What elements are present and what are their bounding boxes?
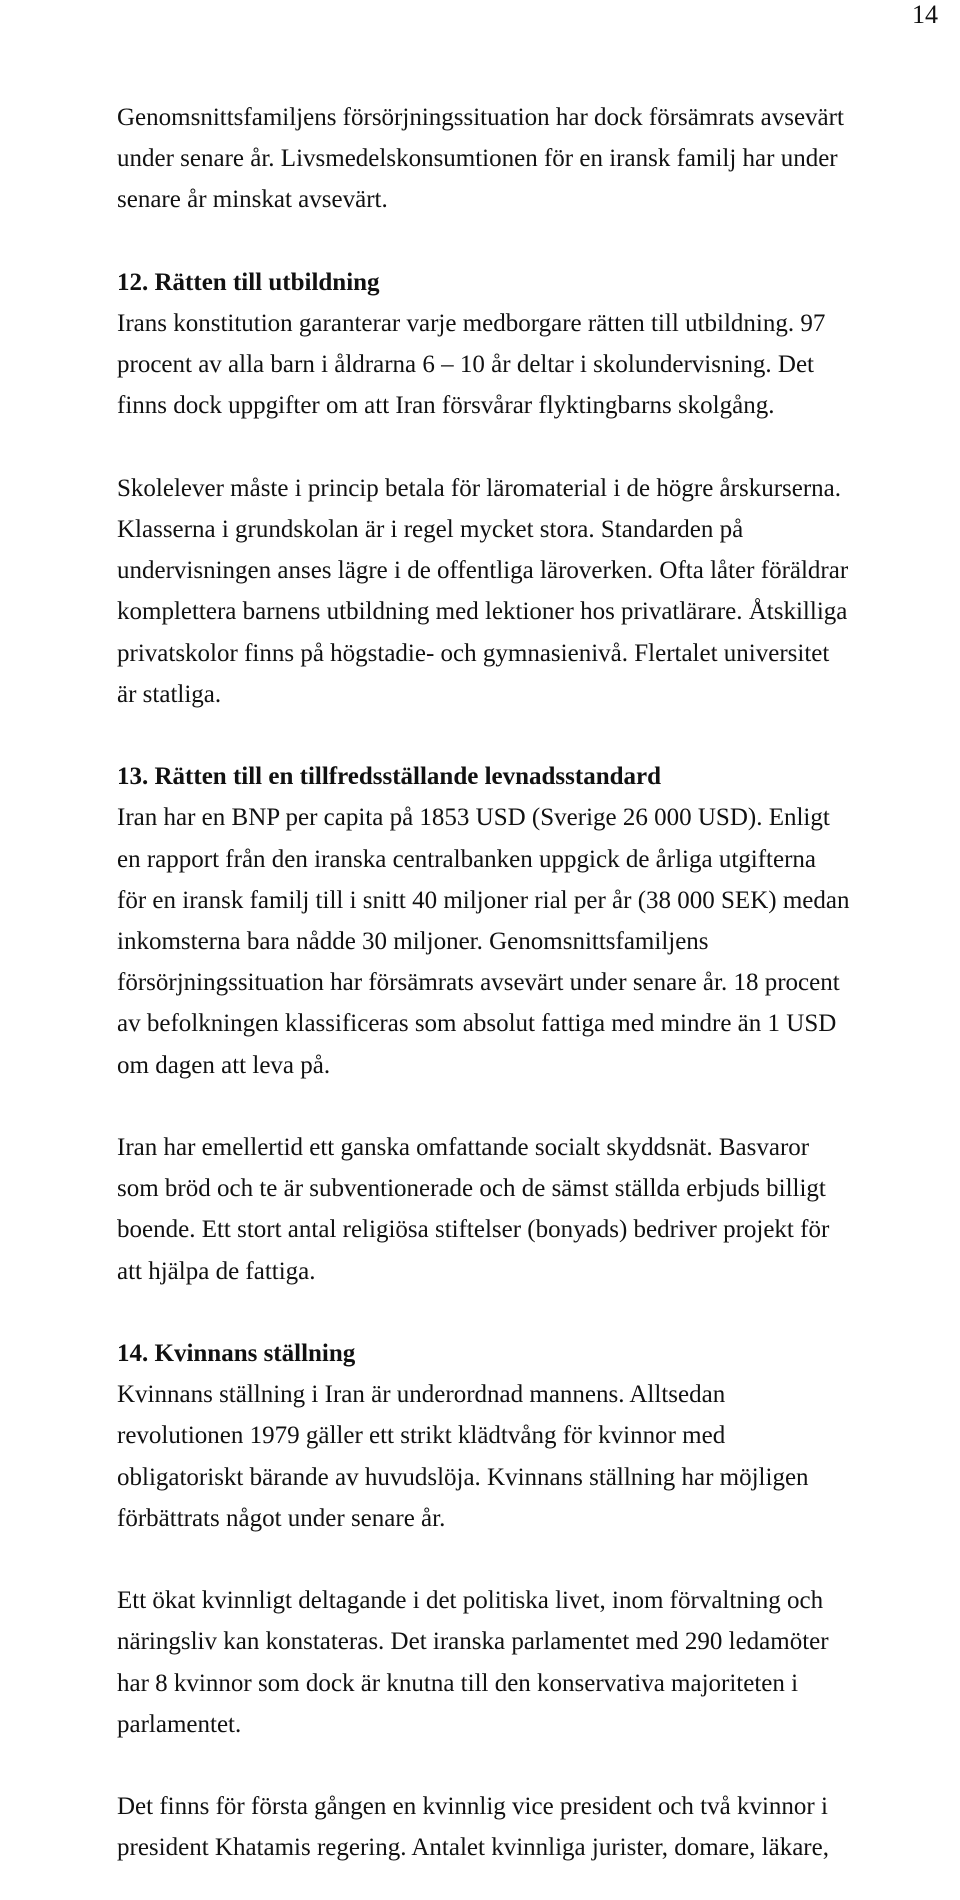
section-utbildning bbox=[117, 262, 947, 427]
text-line: revolutionen 1979 gäller ett strikt klädtvång för kvinnor med bbox=[117, 1422, 726, 1450]
text-line: komplettera barnens utbildning med lektioner hos privatlärare. Åtskilliga bbox=[117, 598, 848, 626]
text-line: boende. Ett stort antal religiösa stiftelser (bonyads) bedriver projekt för bbox=[117, 1216, 830, 1244]
text-line: senare år minskat avsevärt. bbox=[117, 186, 388, 214]
text-line: inkomsterna bara nådde 30 miljoner. Genomsnittsfamiljens bbox=[117, 928, 709, 956]
text-line: är statliga. bbox=[117, 680, 222, 708]
text-line: Skolelever måste i princip betala för läromaterial i de högre årskurserna. bbox=[117, 474, 842, 502]
paragraph-deltagande bbox=[117, 1580, 947, 1745]
text-line: under senare år. Livsmedelskonsumtionen för en iransk familj har under bbox=[117, 145, 838, 173]
section-heading: 13. Rätten till en tillfredsställande levnadsstandard bbox=[117, 763, 662, 791]
text-line: Det finns för första gången en kvinnlig vice president och två kvinnor i bbox=[117, 1793, 828, 1821]
text-line: finns dock uppgifter om att Iran försvårar flyktingbarns skolgång. bbox=[117, 392, 775, 420]
page-number: 14 bbox=[912, 0, 938, 29]
text-line: undervisningen anses lägre i de offentliga läroverken. Ofta låter föräldrar bbox=[117, 557, 849, 585]
text-line: obligatoriskt bärande av huvudslöja. Kvinnans ställning har möjligen bbox=[117, 1463, 809, 1491]
paragraph-vice-president bbox=[117, 1786, 947, 1868]
text-line: procent av alla barn i åldrarna 6 – 10 år deltar i skolundervisning. Det bbox=[117, 351, 814, 379]
text-line: att hjälpa de fattiga. bbox=[117, 1257, 316, 1285]
text-line: privatskolor finns på högstadie- och gymnasienivå. Flertalet universitet bbox=[117, 639, 830, 667]
text-line: för en iransk familj till i snitt 40 miljoner rial per år (38 000 SEK) medan bbox=[117, 886, 850, 914]
section-levnadsstandard bbox=[117, 756, 947, 1086]
paragraph-skolelever bbox=[117, 468, 947, 715]
text-line: Iran har emellertid ett ganska omfattande socialt skyddsnät. Basvaror bbox=[117, 1134, 810, 1162]
text-line: Ett ökat kvinnligt deltagande i det politiska livet, inom förvaltning och bbox=[117, 1587, 824, 1615]
text-line: Irans konstitution garanterar varje medborgare rätten till utbildning. 97 bbox=[117, 310, 826, 337]
text-line: försörjningssituation har försämrats avsevärt under senare år. 18 procent bbox=[117, 969, 840, 997]
text-line: president Khatamis regering. Antalet kvinnliga jurister, domare, läkare, bbox=[117, 1834, 829, 1862]
text-line: parlamentet. bbox=[117, 1710, 242, 1738]
text-line: av befolkningen klassificeras som absolut fattiga med mindre än 1 USD bbox=[117, 1010, 837, 1038]
paragraph-intro bbox=[117, 97, 947, 221]
text-line: Genomsnittsfamiljens försörjningssituation har dock försämrats avsevärt bbox=[117, 104, 844, 131]
section-heading: 14. Kvinnans ställning bbox=[117, 1340, 356, 1368]
text-line: har 8 kvinnor som dock är knutna till den konservativa majoriteten i bbox=[117, 1669, 799, 1697]
text-line: förbättrats något under senare år. bbox=[117, 1504, 446, 1532]
section-kvinnans-stallning bbox=[117, 1333, 947, 1539]
text-line: som bröd och te är subventionerade och de sämst ställda erbjuds billigt bbox=[117, 1175, 826, 1203]
text-line: om dagen att leva på. bbox=[117, 1051, 331, 1079]
document-body bbox=[117, 97, 947, 1869]
section-heading: 12. Rätten till utbildning bbox=[117, 268, 380, 296]
text-line: Klasserna i grundskolan är i regel mycket stora. Standarden på bbox=[117, 516, 744, 543]
text-line: Iran har en BNP per capita på 1853 USD (Sverige 26 000 USD). Enligt bbox=[117, 804, 830, 832]
paragraph-skyddsnat bbox=[117, 1127, 947, 1292]
text-line: näringsliv kan konstateras. Det iranska parlamentet med 290 ledamöter bbox=[117, 1628, 829, 1656]
text-line: Kvinnans ställning i Iran är underordnad mannens. Alltsedan bbox=[117, 1381, 726, 1409]
text-line: en rapport från den iranska centralbanken uppgick de årliga utgifterna bbox=[117, 845, 816, 873]
